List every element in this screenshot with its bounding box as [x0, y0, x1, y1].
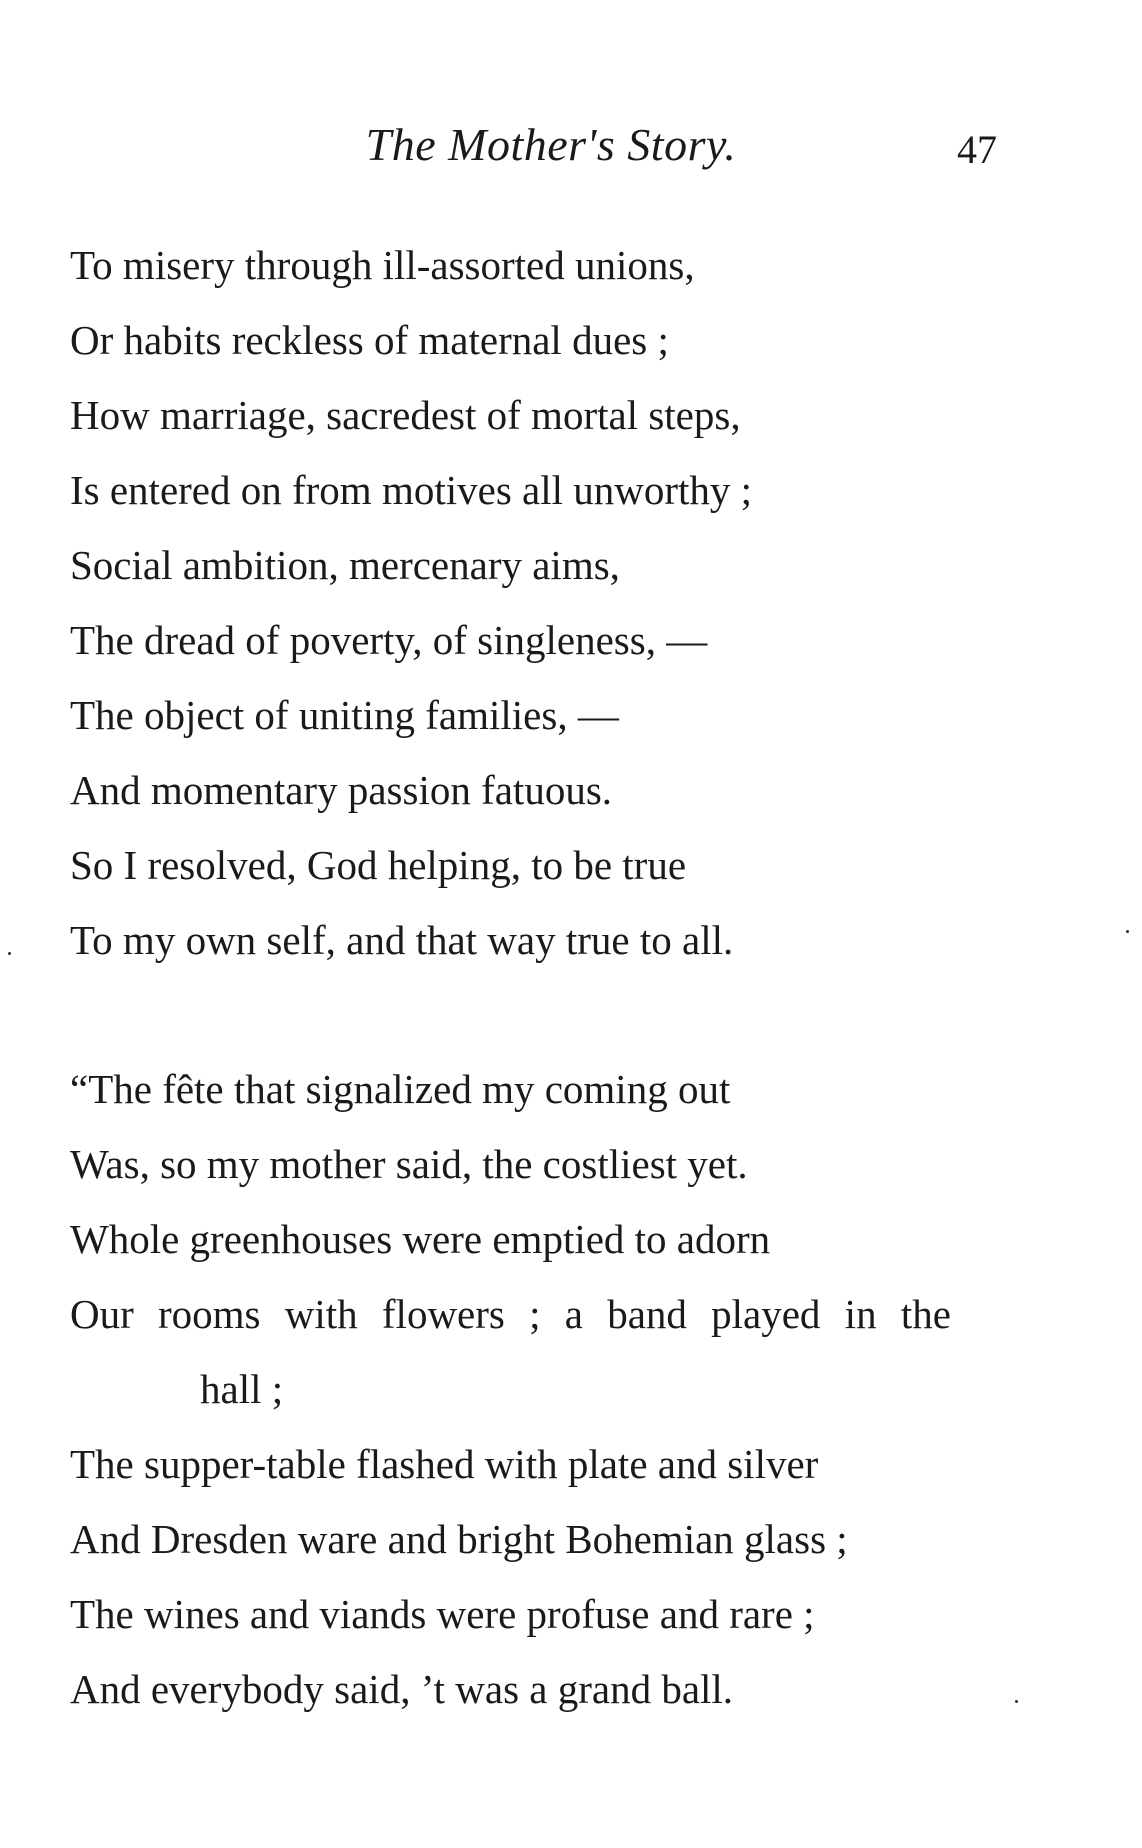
verse-line: To my own self, and that way true to all. — [70, 917, 734, 963]
verse-line: “The fête that signalized my coming out — [70, 1066, 731, 1112]
stanza-2 — [70, 1052, 951, 1727]
verse-line: Our rooms with flowers ; a band played in the — [70, 1291, 951, 1337]
verse-line: Social ambition, mercenary aims, — [70, 542, 620, 588]
verse-line: Was, so my mother said, the costliest yet. — [70, 1141, 748, 1187]
verse-line: The wines and viands were profuse and rare ; — [70, 1591, 815, 1637]
verse-line-turnover: hall ; — [200, 1366, 284, 1412]
verse-line: The supper-table flashed with plate and silver — [70, 1441, 819, 1487]
verse-line: Whole greenhouses were emptied to adorn — [70, 1216, 771, 1262]
verse-line: How marriage, sacredest of mortal steps, — [70, 392, 741, 438]
verse-line: And everybody said, ’t was a grand ball. — [70, 1666, 734, 1712]
verse-line: The dread of poverty, of singleness, — — [70, 617, 708, 663]
verse-line: So I resolved, God helping, to be true — [70, 842, 687, 888]
verse-line: And momentary passion fatuous. — [70, 767, 613, 813]
stanza-1 — [70, 228, 752, 978]
scan-speck — [8, 952, 11, 955]
verse-line: To misery through ill-assorted unions, — [70, 242, 695, 288]
page-number: 47 — [957, 127, 997, 172]
running-title-text: The Mother's Story. — [365, 119, 737, 170]
verse-line: The object of uniting families, — — [70, 692, 619, 738]
verse-line: Or habits reckless of maternal dues ; — [70, 317, 669, 363]
verse-line: Is entered on from motives all unworthy ; — [70, 467, 753, 513]
running-head — [0, 118, 1142, 178]
scan-speck — [1126, 930, 1129, 933]
verse-line: And Dresden ware and bright Bohemian glass ; — [70, 1516, 848, 1562]
scan-speck — [1015, 1700, 1018, 1703]
